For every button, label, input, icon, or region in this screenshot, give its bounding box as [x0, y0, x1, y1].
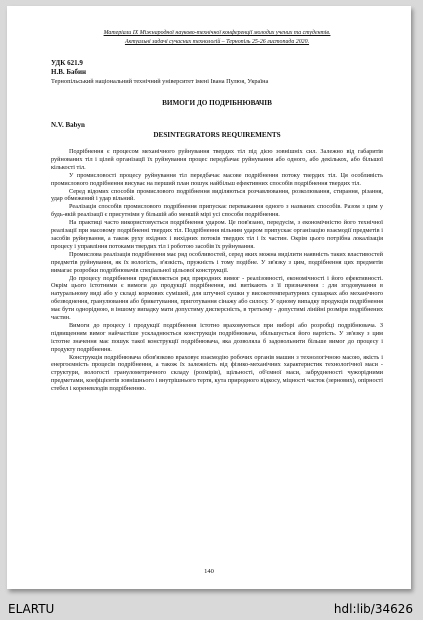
paragraph: Подрібнення є процесом механічного руйнування твердих тіл під дією зовнішніх сил. Залежно від габаритів руйнованих тіл і цілей організації їх руйнування процес передбачає руйнування або одного, або декількох, або більшої кількості тіл.: [51, 148, 383, 171]
handle-identifier: hdl:lib/34626: [333, 602, 413, 616]
paragraph: На практиці часто використовується подрібнення ударом. Це пов'язано, передусім, з економічністю його технічної реалізації при масовому подрібненні твердих тіл. Подрібнення вільним ударом припускає організацію взаємодії предметів і засобів руйнування, а також руху вхідних і вихідних потоків твердих тіл і їх частин. Окрім цього потрібна локалізація процесу і управління потоками твердих тіл і роботою засобів їх руйнування.: [51, 219, 383, 250]
affiliation: Тернопільський національний технічний університет імені Івана Пулюя, Україна: [51, 78, 269, 85]
conference-header-line-1: Матеріали IX Міжнародної науково-технічної конференції молодих учених та студентів.: [103, 30, 331, 36]
paragraph: Серед відомих способів промислового подрібнення виділяються розчавлювання, розколювання, стирання, різання, удар обмежений і удар вільний.: [51, 187, 383, 203]
page-number: 140: [204, 568, 214, 575]
title-en: DESINTEGRATORS REQUIREMENTS: [153, 131, 281, 139]
article-body: [51, 148, 383, 393]
udc-code: УДК 621.9: [51, 59, 83, 67]
conference-header-line-2: Актуальні задачі сучасних технологій – Тернопіль 25-26 листопада 2020.: [124, 39, 310, 45]
paragraph: У промисловості процесу руйнування тіл передбачає масове подрібнення потоку твердих тіл. Ця особливість промислового подрібнення висуває на перший план пошук найбільш ефективних способів подрібнення твердих тіл.: [51, 171, 383, 187]
paragraph: Конструкція подрібнювача обов'язково враховує взаємодію робочих органів машин з технологічною масою, якість і енергоємність процесів подрібнення, а також їх залежність від фізико-механічних характеристик технологічної маси - структури, вологості гранулометричного складу (розмірів), щільності, об'ємної маси, забрудненості чужорідними предметами, коефіцієнтів зовнішнього і внутрішнього тертя, кута природного відкосу, міцності часток (зернових), опірності стебел і кореневлодів подрібненню.: [51, 353, 383, 393]
title-ua: ВИМОГИ ДО ПОДРІБНЮВАЧІВ: [162, 99, 272, 107]
repository-footer: [0, 597, 423, 619]
paragraph: Реалізація способів промислового подрібнення припускає переважання одного з названих способів. Разом з цим у будь-якій реалізації є присутніми у більшій або меншій мірі усі способи подрібнення.: [51, 203, 383, 219]
paragraph: Вимоги до процесу і продукції подрібнення істотно враховуються при виборі або розробці подрібнювача. З підвищенням вимог найчастіше ускладнюється конструкція подрібнювача, збільшується його вартість. У зв'язку з цим істотне значення має пошук такої конструкції подрібнювача, яка дозволяла б задовольнити більше вимог до процесу і продукту подрібнення.: [51, 321, 383, 353]
author-ua: Н.В. Бабин: [51, 68, 87, 76]
document-page: [7, 6, 411, 589]
paragraph: До процесу подрібнення пред'являється ряд природних вимог - реалізовності, економічності і його ефективності. Окрім цього істотними є вимоги до продукції подрібнення, які витікають з її призначення : для згодовування в натуральному виді або у складі кормових сумішей, для штучної сушки у високотемпературних сушарках або механічного обезводнення, гранулювання або брикетування, приготування сінажу або силосу. У одному випадку продукція подрібнення має бути однорідною, в іншому випадку мати допустиму дисперсність, в третьому - допустимі лінійні розміри подрібнених частин.: [51, 274, 383, 322]
author-en: N.V. Babyn: [51, 121, 85, 129]
repository-name: ELARTU: [8, 602, 55, 616]
paragraph: Промислова реалізація подрібнення має ряд особливостей, серед яких можна виділити наявність таких властивостей предметів руйнування, як їх вологість, в'язкість, пружність і тому подібне. У зв'язку з цим, подрібнення цих предметів вимагає розробки подрібнювачів спеціальної цільової конструкції.: [51, 250, 383, 274]
